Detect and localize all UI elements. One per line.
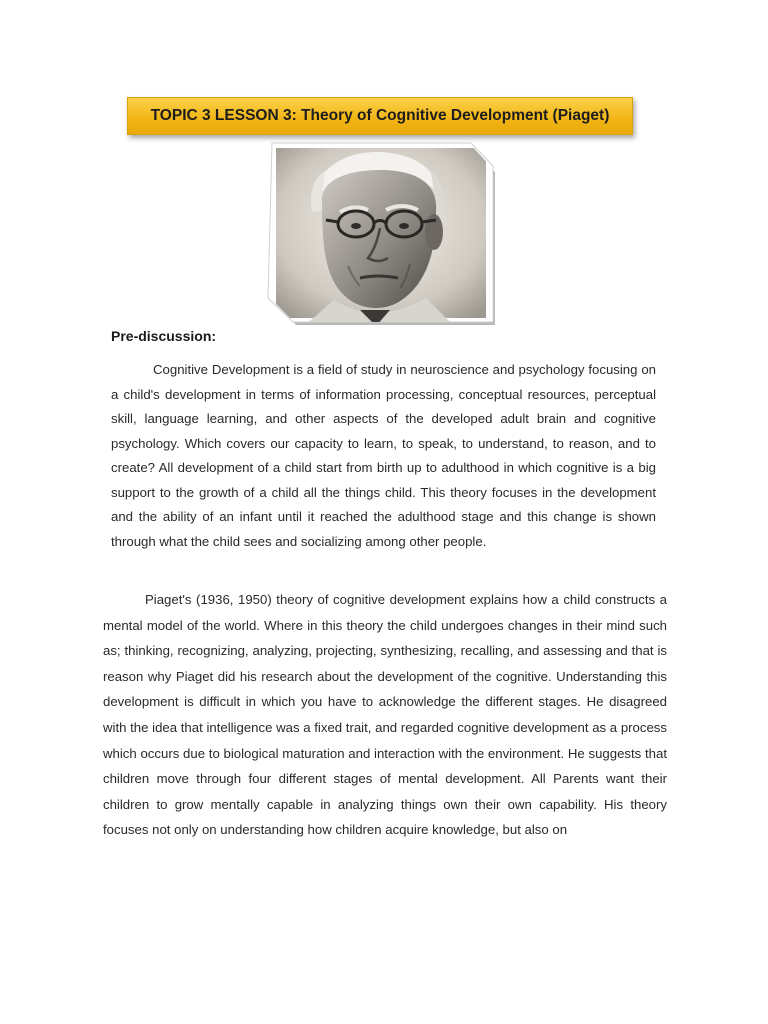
section-heading: Pre-discussion: bbox=[111, 328, 217, 344]
lesson-title: TOPIC 3 LESSON 3: Theory of Cognitive Development (Piaget) bbox=[150, 107, 610, 124]
piaget-portrait-photo bbox=[264, 140, 496, 326]
paragraph-cognitive-development: Cognitive Development is a field of study in neuroscience and psychology focusing on a child's development in terms of information processing, conceptual resources, perceptual skill, language learning, and other aspects of the developed adult brain and cognitive psychology. Which covers our capacity to learn, to speak, to understand, to reason, and to create? All development of a child start from birth up to adulthood in which cognitive is a big support to the growth of a child all the things child. This theory focuses in the development and the ability of an infant until it reached the adulthood stage and this change is shown through what the child sees and socializing among other people. bbox=[111, 362, 656, 549]
paragraph-piaget-theory: Piaget's (1936, 1950) theory of cognitive development explains how a child constructs a mental model of the world. Where in this theory the child undergoes changes in their mind such as; thinking, recognizing, analyzing, projecting, synthesizing, recalling, and assessing and that is reason why Piaget did his research about the development of the cognitive. Understanding this development is difficult in which you have to acknowledge the different stages. He disagreed with the idea that intelligence was a fixed trait, and regarded cognitive development as a process which occurs due to biological maturation and interaction with the environment. He suggests that children move through four different stages of mental development. All Parents want their children to grow mentally capable in analyzing things own their own capability. His theory focuses not only on understanding how children acquire knowledge, but also on bbox=[103, 592, 667, 838]
lesson-title-banner bbox=[127, 97, 633, 135]
portrait-image bbox=[264, 140, 496, 326]
